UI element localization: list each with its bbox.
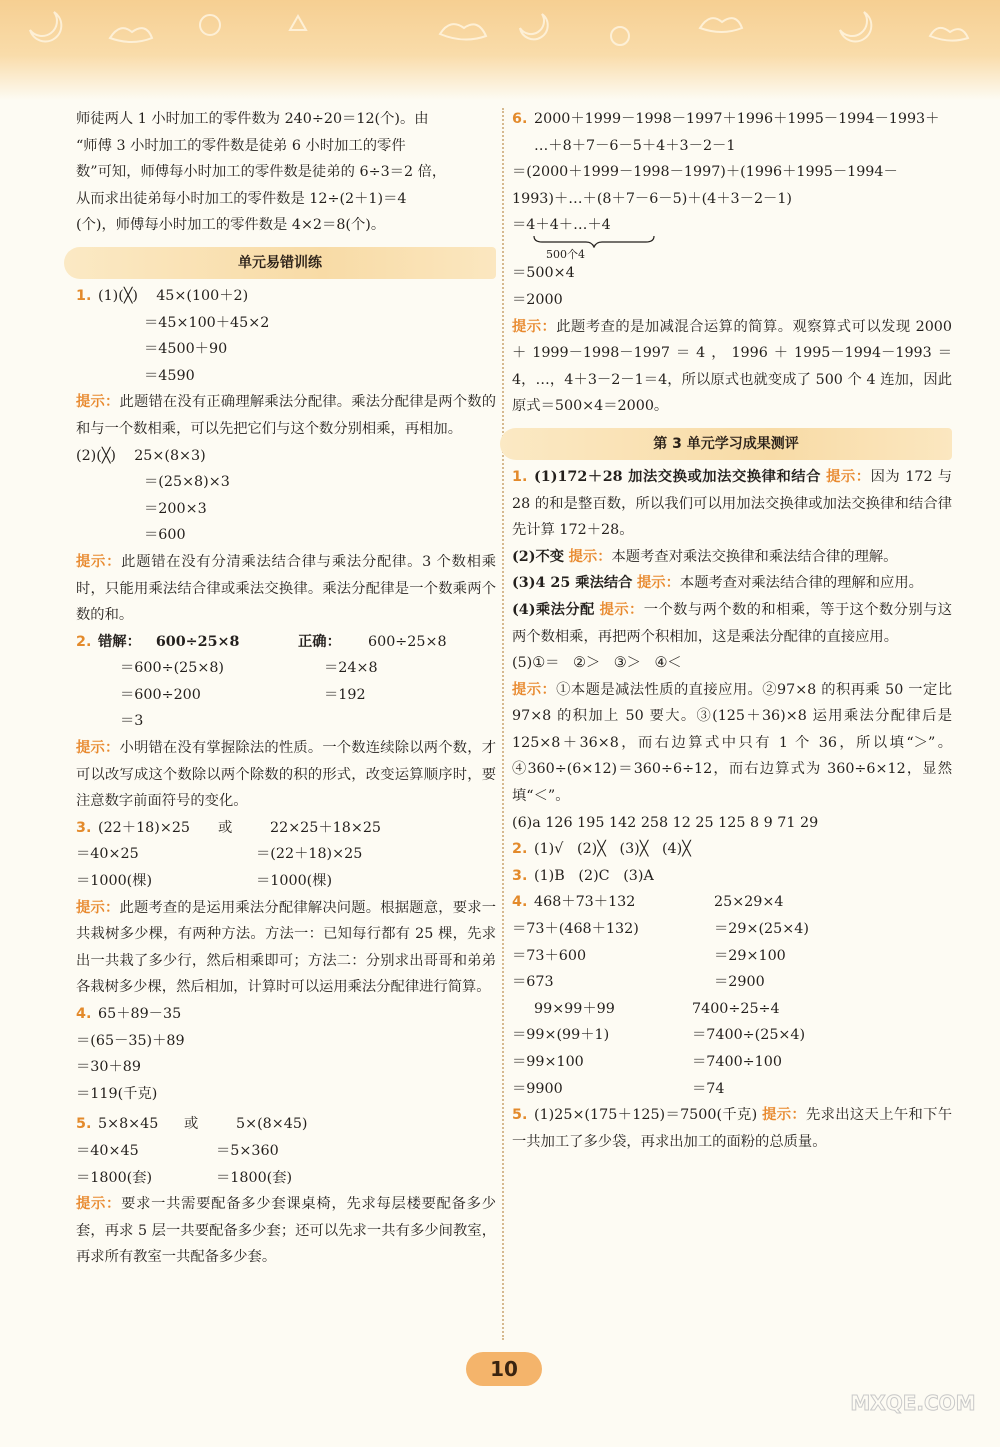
intro-line: 数”可知，师傅每小时加工的零件数是徒弟的 6÷3＝2 倍，: [76, 164, 447, 181]
q2-row: ＝3: [120, 713, 144, 730]
hint-label: 提示：: [76, 1196, 122, 1213]
calc-step: ＝(2000＋1999－1998－1997)＋(1996＋1995－1994－: [512, 164, 898, 181]
answer-paragraph: (3)4 25 乘法结合 提示：本题考查对乘法结合律的理解和应用。: [512, 575, 923, 592]
hint-label: 提示：: [76, 899, 120, 916]
hint-paragraph: 提示：此题考查的是加减混合运算的简算。观察算式可以发现 2000＋1999－1998－1997＝4，1996＋1995－1994－1993＝4，…，4＋3－2－1＝4，所以原式也就变成了 500 个 4 连加，因此原式＝500×4＝2000。: [512, 318, 952, 415]
section-title: 第 3 单元学习成果测评: [500, 428, 952, 460]
calc-step: ＝2000: [512, 291, 563, 308]
hint-label: 提示：: [568, 548, 612, 565]
question-number: 3.: [76, 819, 92, 836]
hint-label: 提示：: [826, 468, 871, 485]
question-number: 4.: [512, 894, 528, 911]
q2-row: 2. 错解： 600÷25×8 正确： 600÷25×8: [76, 629, 496, 656]
calc-step: ＝4590: [144, 367, 195, 384]
hint-paragraph: 提示：小明错在没有掌握除法的性质。一个数连续除以两个数，才可以改写成这个数除以两个除数的积的形式，改变运算顺序时，要注意数字前面符号的变化。: [76, 740, 496, 810]
q5-row: ＝1800(套) ＝1800(套): [76, 1169, 293, 1186]
hint-label: 提示：: [637, 575, 680, 592]
hint-paragraph: 提示：要求一共需要配备多少套课桌椅，先求每层楼要配备多少套，再求 5 层一共要配备多少套；还可以先求一共有多少间教室，再求所有教室一共配备多少套。: [76, 1196, 496, 1266]
intro-line: 从而求出徒弟每小时加工的零件数是 12÷(2＋1)＝4: [76, 190, 407, 207]
hint-paragraph: 提示：此题错在没有正确理解乘法分配律。乘法分配律是两个数的和与一个数相乘，可以先把它们与这个数分别相乘，再相加。: [76, 394, 496, 437]
watermark-logo: [838, 1362, 988, 1432]
q5-row: ＝40×45 ＝5×360: [76, 1142, 279, 1159]
t2-line: 2. (1)√ (2)╳ (3)╳ (4)╳: [512, 836, 952, 863]
hint-paragraph: 提示：①本题是减法性质的直接应用。②97×8 的积再乘 50 一定比 97×8 的积加上 50 要大。③(125＋36)×8 运用乘法分配律后是 125×8＋36×8，而右边算式中只有 1 个 36，所以填“＞”。④360÷(6×12)＝360÷6÷12，而右边算式为 360÷6×12，显然填“＜”。: [512, 681, 953, 805]
question-number: 5.: [76, 1116, 92, 1133]
brace-label: 500个4: [546, 248, 585, 262]
column-divider: [502, 108, 504, 1340]
calc-step: ＝500×4: [512, 265, 575, 282]
decorative-doodles: [0, 0, 1000, 100]
intro-line: 师徒两人 1 小时加工的零件数为 240÷20＝12(个)。由: [76, 111, 429, 127]
q3-row: 3. (22＋18)×25 或 22×25＋18×25: [76, 815, 496, 842]
intro-line: (个)，师傅每小时加工的零件数是 4×2＝8(个)。: [76, 217, 386, 234]
svg-text:MXQE.COM: MXQE.COM: [850, 1391, 976, 1415]
t4-row: ＝9900 ＝74: [512, 1080, 725, 1097]
answer-line: (6)a 126 195 142 258 12 25 125 8 9 71 29: [512, 814, 819, 831]
t4-row: 99×99＋99 7400÷25÷4: [534, 1000, 780, 1017]
page-number: 10: [466, 1352, 542, 1386]
hint-label: 提示：: [512, 318, 557, 335]
question-number: 6.: [512, 111, 528, 127]
q6-line: 6. 2000＋1999－1998－1997＋1996＋1995－1994－1993＋: [512, 106, 952, 133]
q1-part2: (2)(╳) 25×(8×3): [76, 447, 206, 464]
answer-paragraph: 5. (1)25×(175＋125)＝7500(千克) 提示：先求出这天上午和下午一共加工了多少袋，再求出加工的面粉的总质量。: [512, 1102, 952, 1155]
t4-row: ＝673 ＝2900: [512, 974, 765, 991]
calc-step: ＝(25×8)×3: [144, 474, 230, 491]
intro-line: “师傅 3 小时加工的零件数是徒弟 6 小时加工的零件: [76, 137, 406, 154]
hint-label: 提示：: [512, 681, 557, 698]
answer-paragraph: (2)不变 提示：本题考查对乘法交换律和乘法结合律的理解。: [512, 548, 898, 565]
calc-step: ＝(65－35)＋89: [76, 1032, 185, 1049]
right-column: [512, 106, 952, 1155]
section-title: 单元易错训练: [64, 247, 496, 279]
q3-row: ＝1000(棵) ＝1000(棵): [76, 873, 333, 890]
calc-step: ＝200×3: [144, 500, 207, 517]
answer-paragraph: (4)乘法分配 提示：一个数与两个数的和相乘，等于这个数分别与这两个数相乘，再把两个积相加，这是乘法分配律的直接应用。: [512, 601, 953, 645]
question-number: 4.: [76, 1006, 92, 1022]
t4-row: ＝99×(99＋1) ＝7400÷(25×4): [512, 1027, 806, 1044]
answer-paragraph: 1. (1)172＋28 加法交换或加法交换律和结合 提示：因为 172 与 28 的和是整百数，所以我们可以用加法交换律或加法交换律和结合律先计算 172＋28。: [512, 464, 952, 544]
calc-step: …＋8＋7－6－5＋4＋3－2－1: [534, 137, 736, 154]
question-number: 1.: [512, 468, 528, 485]
question-number: 3.: [512, 867, 528, 884]
question-number: 1.: [76, 287, 92, 304]
t4-row: ＝99×100 ＝7400÷100: [512, 1054, 782, 1070]
t4-row: ＝73＋(468＋132) ＝29×(25×4): [512, 921, 809, 938]
hint-label: 提示：: [76, 740, 120, 757]
hint-paragraph: 提示：此题错在没有分清乘法结合律与乘法分配律。3 个数相乘时，只能用乘法结合律或乘法交换律。乘法分配律是一个数乘两个数的和。: [76, 553, 497, 624]
q4-line: 4. 65＋89－35: [76, 1001, 496, 1028]
left-column: [76, 106, 496, 1271]
q2-row: ＝600÷(25×8) ＝24×8: [120, 660, 378, 677]
q1-line: 1. (1)(╳) 45×(100＋2): [76, 283, 496, 310]
t4-row: 4. 468＋73＋132 25×29×4: [512, 889, 952, 916]
hint-label: 提示：: [76, 553, 122, 570]
q2-row: ＝600÷200 ＝192: [120, 686, 366, 703]
calc-step: ＝45×100＋45×2: [144, 314, 270, 331]
calc-step: ＝600: [144, 527, 186, 544]
t4-row: ＝73＋600 ＝29×100: [512, 947, 786, 964]
q5-row: 5. 5×8×45 或 5×(8×45): [76, 1111, 496, 1138]
question-number: 2.: [76, 633, 92, 650]
calc-step: ＝4500＋90: [144, 341, 228, 358]
calc-step: ＝119(千克): [76, 1085, 158, 1102]
q3-row: ＝40×25 ＝(22＋18)×25: [76, 846, 363, 863]
header-banner: [0, 0, 1000, 100]
hint-label: 提示：: [599, 601, 644, 618]
hint-paragraph: 提示：此题考查的是运用乘法分配律解决问题。根据题意，要求一共栽树多少棵，有两种方法。方法一：已知每行都有 25 棵，先求出一共栽了多少行，然后相乘即可；方法二：分别求出哥哥和弟弟各栽树多少棵，然后相加，计算时可以运用乘法分配律进行简算。: [76, 899, 496, 996]
calc-step: ＝30＋89: [76, 1059, 141, 1076]
answer-line: (5)①＝ ②＞ ③＞ ④＜: [512, 655, 682, 672]
hint-label: 提示：: [762, 1107, 807, 1124]
calc-step: 1993)＋…＋(8＋7－6－5)＋(4＋3－2－1): [512, 190, 793, 207]
t3-line: 3. (1)B (2)C (3)A: [512, 863, 952, 890]
brace-expression: ＝4＋4＋…＋4 500个4: [512, 212, 952, 260]
question-number: 5.: [512, 1107, 528, 1124]
hint-label: 提示：: [76, 394, 120, 411]
question-number: 2.: [512, 841, 528, 858]
